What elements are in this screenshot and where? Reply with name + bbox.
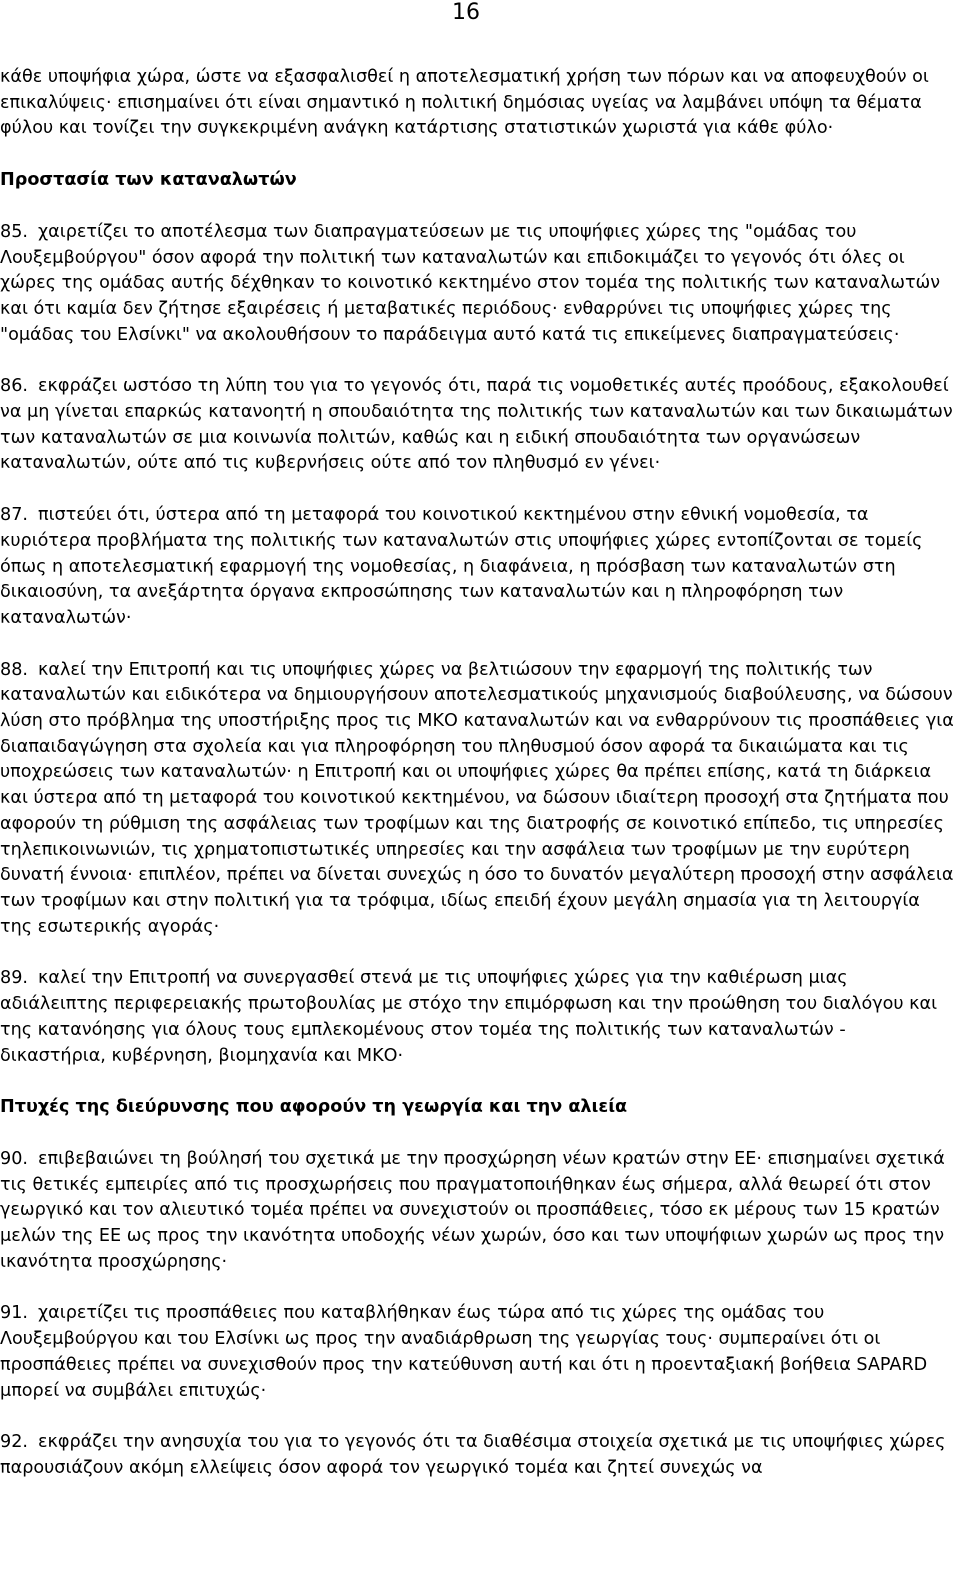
- paragraph-text: επιβεβαιώνει τη βούλησή του σχετικά με την προσχώρηση νέων κρατών στην ΕΕ· επισημαίνει σχετικά τις θετικές εμπειρίες από τις προσχωρήσεις που πραγματοποιήθηκαν έως σήμερα, αλλά θεωρεί ότι στον γεωργικό και τον αλιευτικό τομέα πρέπει να συνεχιστούν οι προσπάθειες, τόσο εκ μέρους των 15 κρατών μελών της ΕΕ ως προς την ικανότητα υποδοχής νέων χωρών, όσο και των υποψήφιων χωρών ως προς την ικανότητα προσχώρησης·: [0, 1148, 945, 1272]
- paragraph: [0, 966, 955, 1069]
- paragraph-number: 87.: [0, 505, 28, 526]
- paragraph: [0, 220, 955, 349]
- paragraph: [0, 1301, 955, 1404]
- paragraph: [0, 1430, 955, 1481]
- paragraph-text: κάθε υποψήφια χώρα, ώστε να εξασφαλισθεί η αποτελεσματική χρήση των πόρων και να αποφευχθούν οι επικαλύψεις· επισημαίνει ότι είναι σημαντικό η πολιτική δημόσιας υγείας να λαμβάνει υπόψη τα θέματα φύλου και τονίζει την συγκεκριμένη ανάγκη κατάρτισης στατιστικών χωριστά για κάθε φύλο·: [0, 67, 929, 139]
- paragraph-number: 90.: [0, 1148, 28, 1169]
- paragraph-number: 91.: [0, 1303, 28, 1324]
- paragraph-text: καλεί την Επιτροπή και τις υποψήφιες χώρες να βελτιώσουν την εφαρμογή της πολιτικής των καταναλωτών και ειδικότερα να δημιουργήσουν αποτελεσματικούς μηχανισμούς διαβούλευσης, να δώσουν λύση στο πρόβλημα της υποστήριξης προς τις ΜΚΟ καταναλωτών και να ενθαρρύνουν τις προσπάθειες για διαπαιδαγώγηση στα σχολεία και για πληροφόρηση του πληθυσμού όσον αφορά τα δικαιώματα και τις υποχρεώσεις των καταναλωτών· η Επιτροπή και οι υποψήφιες χώρες θα πρέπει επίσης, κατά τη διάρκεια και ύστερα από τη μεταφορά του κοινοτικού κεκτημένου, να δώσουν ιδιαίτερη προσοχή στα ζητήματα που αφορούν τη ρύθμιση της ασφάλειας των τροφίμων και της διατροφής σε κοινοτικό επίπεδο, τις υπηρεσίες τηλεπικοινωνιών, τις χρηματοπιστωτικές υπηρεσίες και την ασφάλεια των τροφίμων με την ευρύτερη δυνατή έννοια· επιπλέον, πρέπει να δίνεται συνεχώς η όσο το δυνατόν μεγαλύτερη προσοχή στην ασφάλεια των τροφίμων και στην πολιτική για τα τρόφιμα, ιδίως επειδή έχουν μεγάλη σημασία για τη λειτουργία της εσωτερικής αγοράς·: [0, 659, 954, 937]
- paragraph-number: 92.: [0, 1432, 28, 1453]
- section-heading: Προστασία των καταναλωτών: [0, 170, 297, 191]
- paragraph-number: 86.: [0, 376, 28, 397]
- paragraph: [0, 65, 955, 142]
- paragraph: [0, 1147, 955, 1276]
- paragraph: [0, 503, 955, 632]
- paragraph-text: εκφράζει ωστόσο τη λύπη του για το γεγονός ότι, παρά τις νομοθετικές αυτές προόδους, εξακολουθεί να μη γίνεται επαρκώς κατανοητή η σπουδαιότητα της πολιτικής των καταναλωτών και των δικαιωμάτων των καταναλωτών σε μια κοινωνία πολιτών, καθώς και η ειδική σπουδαιότητα των οργανώσεων καταναλωτών, ούτε από τις κυβερνήσεις ούτε από τον πληθυσμό εν γένει·: [0, 376, 953, 474]
- paragraph-text: πιστεύει ότι, ύστερα από τη μεταφορά του κοινοτικού κεκτημένου στην εθνική νομοθεσία, τα κυριότερα προβλήματα της πολιτικής των καταναλωτών στις υποψήφιες χώρες εντοπίζονται σε τομείς όπως η αποτελεσματική εφαρμογή της νομοθεσίας, η διαφάνεια, η πρόσβαση των καταναλωτών στη δικαιοσύνη, τα ανεξάρτητα όργανα εκπροσώπησης των καταναλωτών και η πληροφόρηση των καταναλωτών·: [0, 505, 923, 628]
- paragraph-text: χαιρετίζει τις προσπάθειες που καταβλήθηκαν έως τώρα από τις χώρες της ομάδας του Λουξεμβούργου και του Ελσίνκι ως προς την αναδιάρθρωση της γεωργίας τους· συμπεραίνει ότι οι προσπάθειες πρέπει να συνεχισθούν προς την κατεύθυνση αυτή και ότι η προενταξιακή βοήθεια SAPARD μπορεί να συμβάλει επιτυχώς·: [0, 1303, 928, 1401]
- paragraph-text: εκφράζει την ανησυχία του για το γεγονός ότι τα διαθέσιμα στοιχεία σχετικά με τις υποψήφιες χώρες παρουσιάζουν ακόμη ελλείψεις όσον αφορά τον γεωργικό τομέα και ζητεί συνεχώς να: [0, 1432, 946, 1478]
- paragraph-text: καλεί την Επιτροπή να συνεργασθεί στενά με τις υποψήφιες χώρες για την καθιέρωση μιας αδιάλειπτης περιφερειακής πρωτοβουλίας με στόχο την επιμόρφωση και την προώθηση του διαλόγου και της κατανόησης για όλους τους εμπλεκομένους στον τομέα της πολιτικής των καταναλωτών - δικαστήρια, κυβέρνηση, βιομηχανία και ΜΚΟ·: [0, 968, 938, 1066]
- document-body: [0, 65, 955, 1508]
- paragraph-number: 89.: [0, 968, 28, 989]
- paragraph-text: χαιρετίζει το αποτέλεσμα των διαπραγματεύσεων με τις υποψήφιες χώρες της "ομάδας του Λουξεμβούργου" όσον αφορά την πολιτική των καταναλωτών και επιδοκιμάζει το γεγονός ότι όλες οι χώρες της ομάδας αυτής δέχθηκαν το κοινοτικό κεκτημένο στον τομέα της πολιτικής των καταναλωτών και ότι καμία δεν ζήτησε εξαιρέσεις ή μεταβατικές περιόδους· ενθαρρύνει τις υποψήφιες χώρες της "ομάδας του Ελσίνκι" να ακολουθήσουν το παράδειγμα αυτό κατά τις επικείμενες διαπραγματεύσεις·: [0, 221, 941, 345]
- paragraph-number: 85.: [0, 221, 28, 242]
- paragraph-number: 88.: [0, 659, 28, 680]
- section-heading: Πτυχές της διεύρυνσης που αφορούν τη γεωργία και την αλιεία: [0, 1097, 628, 1118]
- page-number: 16: [452, 0, 480, 25]
- paragraph: [0, 658, 955, 941]
- paragraph: [0, 374, 955, 477]
